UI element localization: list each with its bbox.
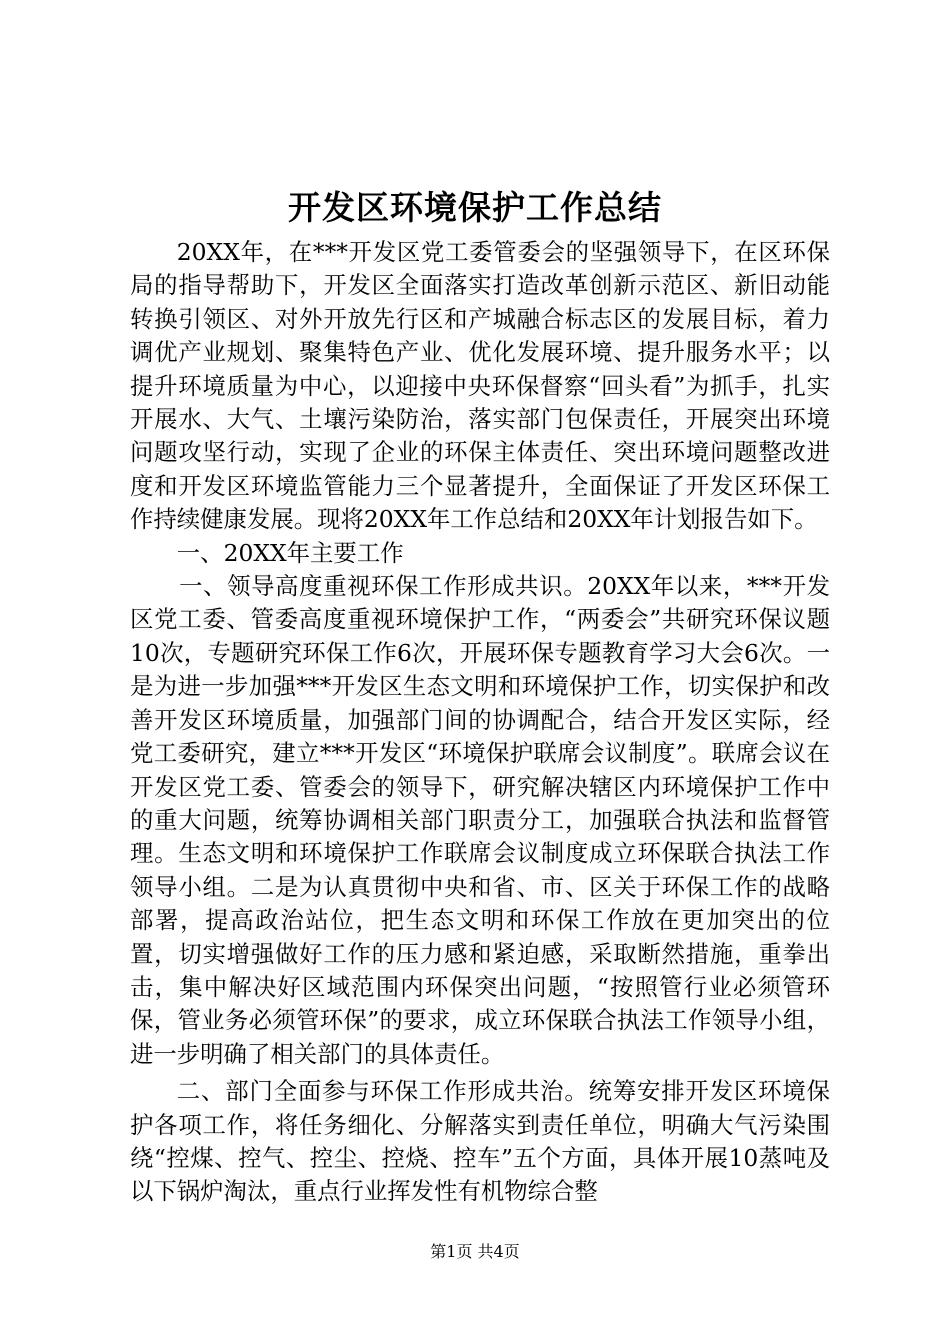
paragraph-intro: 20XX年，在***开发区党工委管委会的坚强领导下，在区环保局的指导帮助下，开发区全面落实打造改革创新示范区、新旧动能转换引领区、对外开放先行区和产城融合标志区的发展目标，着力调优产业规划、聚集特色产业、优化发展环境、提升服务水平；以提升环境质量为中心，以迎接中央环保督察“回头看”为抓手，扎实开展水、大气、土壤污染防治，落实部门包保责任，开展突出环境问题攻坚行动，实现了企业的环保主体责任、突出环境问题整改进度和开发区环境监管能力三个显著提升，全面保证了开发区环保工作持续健康发展。现将20XX年工作总结和20XX年计划报告如下。 bbox=[130, 238, 830, 534]
document-body bbox=[130, 236, 830, 1209]
page-footer: 第1页 共4页 bbox=[430, 1242, 520, 1261]
section-heading: 一、20XX年主要工作 bbox=[176, 538, 404, 567]
paragraph-departments: 二、部门全面参与环保工作形成共治。统筹安排开发区环境保护各项工作，将任务细化、分解落实到责任单位，明确大气污染围绕“控煤、控气、控尘、控烧、控车”五个方面，具体开展10蒸吨及以下锅炉淘汰，重点行业挥发性有机物综合整 bbox=[130, 1077, 830, 1206]
document-title: 开发区环境保护工作总结 bbox=[288, 188, 662, 227]
paragraph-leadership: 一、领导高度重视环保工作形成共识。20XX年以来，***开发区党工委、管委高度重视环境保护工作，“两委会”共研究环保议题10次，专题研究环保工作6次，开展环保专题教育学习大会6次。一是为进一步加强***开发区生态文明和环境保护工作，切实保护和改善开发区环境质量，加强部门间的协调配合，结合开发区实际，经党工委研究，建立***开发区“环境保护联席会议制度”。联席会议在开发区党工委、管委会的领导下，研究解决辖区内环境保护工作中的重大问题，统筹协调相关部门职责分工，加强联合执法和监督管理。生态文明和环境保护工作联席会议制度成立环保联合执法工作领导小组。二是为认真贯彻中央和省、市、区关于环保工作的战略部署，提高政治站位，把生态文明和环保工作放在更加突出的位置，切实增强做好工作的压力感和紧迫感，采取断然措施，重拳出击，集中解决好区域范围内环保突出问题，“按照管行业必须管环保，管业务必须管环保”的要求，成立环保联合执法工作领导小组，进一步明确了相关部门的具体责任。 bbox=[130, 572, 830, 1068]
